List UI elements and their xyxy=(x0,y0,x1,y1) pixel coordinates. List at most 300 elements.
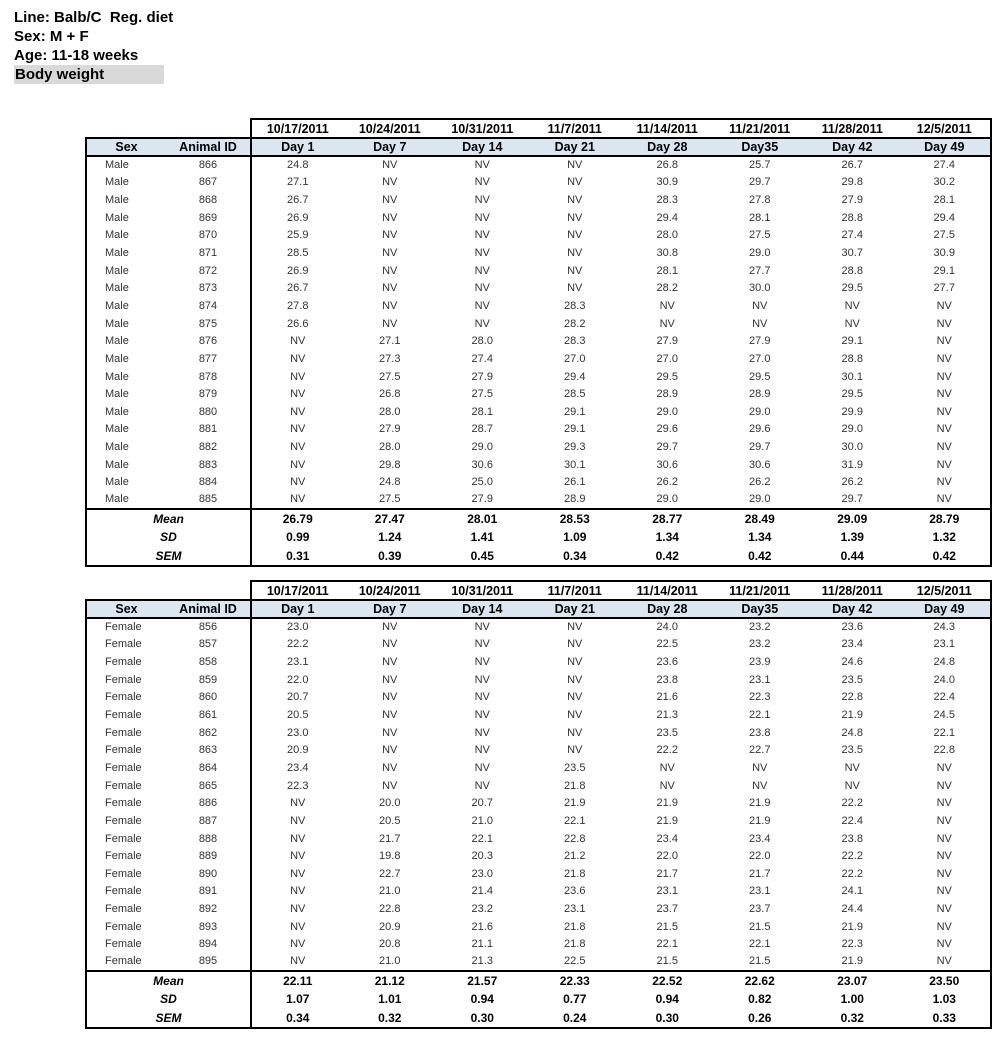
weight-value-cell: NV xyxy=(474,247,490,260)
weight-value-cell: 19.8 xyxy=(379,850,401,863)
weight-value-cell: 26.2 xyxy=(749,476,771,489)
weight-value-cell: 21.0 xyxy=(379,885,401,898)
stat-value-cell: 27.47 xyxy=(344,509,437,528)
weight-value-cell: NV xyxy=(382,656,398,669)
column-header: Day 7 xyxy=(344,600,437,618)
weight-value-cell: 23.8 xyxy=(749,726,771,739)
weight-value-cell: NV xyxy=(251,385,344,403)
stat-value-cell: 0.45 xyxy=(436,547,529,566)
weight-value-cell: NV xyxy=(474,282,490,295)
weight-value-cell: NV xyxy=(899,830,992,848)
animal-id-cell: 869 xyxy=(198,211,218,224)
sex-cell: Female xyxy=(86,953,166,971)
weight-value-cell: 23.6 xyxy=(841,621,863,634)
weight-value-cell: NV xyxy=(752,299,768,312)
weight-value-cell: NV xyxy=(567,211,583,224)
weight-value-cell: 21.3 xyxy=(471,955,493,968)
weight-value-cell: NV xyxy=(382,176,398,189)
stat-value-cell: 21.12 xyxy=(344,971,437,990)
weight-value-cell: NV xyxy=(382,194,398,207)
weight-value-cell: NV xyxy=(251,350,344,368)
stat-value-cell: 0.34 xyxy=(529,547,622,566)
weight-value-cell: 29.0 xyxy=(749,493,771,506)
weight-value-cell: 21.5 xyxy=(656,955,678,968)
stat-value-cell: 1.07 xyxy=(251,990,344,1009)
sex-cell: Male xyxy=(86,297,166,315)
weight-value-cell: 23.5 xyxy=(656,726,678,739)
weight-value-cell: 23.7 xyxy=(656,903,678,916)
animal-id-cell: 868 xyxy=(198,194,218,207)
line-info: Line: Balb/C Reg. diet xyxy=(14,9,174,26)
weight-value-cell: 28.0 xyxy=(656,229,678,242)
animal-id-cell: 888 xyxy=(198,832,218,845)
weight-value-cell: 22.5 xyxy=(656,638,678,651)
weight-value-cell: 26.7 xyxy=(251,191,344,209)
stat-value-cell: 0.39 xyxy=(344,547,437,566)
weight-value-cell: NV xyxy=(899,936,992,954)
weight-value-cell: NV xyxy=(251,491,344,509)
weight-value-cell: NV xyxy=(382,229,398,242)
weight-value-cell: 27.4 xyxy=(841,229,863,242)
weight-value-cell: NV xyxy=(382,621,398,634)
weight-value-cell: NV xyxy=(251,812,344,830)
weight-value-cell: NV xyxy=(899,794,992,812)
sex-cell: Female xyxy=(86,636,166,654)
weight-value-cell: NV xyxy=(567,744,583,757)
animal-id-cell: 894 xyxy=(198,938,218,951)
weight-value-cell: 28.5 xyxy=(564,388,586,401)
stat-value-cell: 22.62 xyxy=(714,971,807,990)
table-row xyxy=(86,350,991,368)
date-cell: 11/28/2011 xyxy=(806,119,899,138)
animal-id-cell: 890 xyxy=(198,867,218,880)
weight-value-cell: NV xyxy=(659,299,675,312)
weight-value-cell: 23.1 xyxy=(899,636,992,654)
weight-value-cell: 20.9 xyxy=(379,920,401,933)
stat-value-cell: 26.79 xyxy=(251,509,344,528)
animal-id-cell: 876 xyxy=(198,335,218,348)
weight-value-cell: NV xyxy=(659,317,675,330)
weight-value-cell: 23.1 xyxy=(251,653,344,671)
animal-id-cell: 886 xyxy=(198,797,218,810)
weight-value-cell: 22.3 xyxy=(251,777,344,795)
weight-value-cell: 26.9 xyxy=(251,262,344,280)
weight-value-cell: 28.0 xyxy=(379,441,401,454)
sex-cell: Female xyxy=(86,618,166,636)
stat-value-cell: 0.32 xyxy=(806,1009,899,1028)
weight-value-cell: 22.5 xyxy=(564,955,586,968)
animal-id-cell: 892 xyxy=(198,903,218,916)
weight-value-cell: 29.7 xyxy=(841,493,863,506)
weight-value-cell: 29.5 xyxy=(656,370,678,383)
stat-value-cell: 22.11 xyxy=(251,971,344,990)
table-row xyxy=(86,706,991,724)
date-cell: 10/31/2011 xyxy=(436,581,529,600)
weight-value-cell: NV xyxy=(567,726,583,739)
animal-id-cell: 880 xyxy=(198,405,218,418)
weight-value-cell: NV xyxy=(899,759,992,777)
table-row xyxy=(86,865,991,883)
date-cell: 11/14/2011 xyxy=(621,119,714,138)
weight-value-cell: 26.2 xyxy=(656,476,678,489)
weight-value-cell: 24.6 xyxy=(841,656,863,669)
weight-value-cell: NV xyxy=(844,761,860,774)
weight-value-cell: 28.1 xyxy=(471,405,493,418)
weight-value-cell: NV xyxy=(899,315,992,333)
sex-cell: Male xyxy=(86,156,166,174)
sex-cell: Male xyxy=(86,474,166,492)
animal-id-cell: 867 xyxy=(198,176,218,189)
stat-value-cell: 0.99 xyxy=(251,528,344,547)
weight-value-cell: NV xyxy=(567,264,583,277)
table-row xyxy=(86,438,991,456)
stat-label: SEM xyxy=(86,547,251,566)
weight-value-cell: NV xyxy=(567,247,583,260)
animal-id-cell: 877 xyxy=(198,352,218,365)
stat-value-cell: 0.42 xyxy=(899,547,992,566)
weight-value-cell: 27.9 xyxy=(379,423,401,436)
weight-value-cell: NV xyxy=(382,761,398,774)
column-header: Animal ID xyxy=(166,138,251,156)
weight-value-cell: 23.7 xyxy=(749,903,771,916)
weight-value-cell: 22.1 xyxy=(749,938,771,951)
date-cell: 10/24/2011 xyxy=(344,119,437,138)
weight-value-cell: 27.0 xyxy=(564,352,586,365)
weight-value-cell: 21.9 xyxy=(841,920,863,933)
stat-value-cell: 0.42 xyxy=(714,547,807,566)
weight-value-cell: NV xyxy=(899,918,992,936)
weight-value-cell: NV xyxy=(382,264,398,277)
stat-value-cell: 0.30 xyxy=(621,1009,714,1028)
animal-id-cell: 875 xyxy=(198,317,218,330)
sex-cell: Male xyxy=(86,262,166,280)
weight-value-cell: 24.0 xyxy=(899,671,992,689)
date-cell: 12/5/2011 xyxy=(899,119,992,138)
weight-value-cell: NV xyxy=(474,317,490,330)
weight-value-cell: 24.8 xyxy=(251,156,344,174)
weight-value-cell: 29.0 xyxy=(749,247,771,260)
animal-id-cell: 882 xyxy=(198,441,218,454)
report-header xyxy=(14,8,173,84)
weight-value-cell: 30.6 xyxy=(749,458,771,471)
weight-value-cell: NV xyxy=(899,297,992,315)
weight-value-cell: 27.8 xyxy=(749,194,771,207)
animal-id-cell: 866 xyxy=(198,159,218,172)
weight-value-cell: 23.4 xyxy=(656,832,678,845)
weight-value-cell: 27.5 xyxy=(379,370,401,383)
sex-cell: Female xyxy=(86,847,166,865)
sex-cell: Female xyxy=(86,883,166,901)
animal-id-cell: 873 xyxy=(198,282,218,295)
weight-value-cell: 27.5 xyxy=(749,229,771,242)
weight-value-cell: 23.6 xyxy=(564,885,586,898)
weight-value-cell: 27.1 xyxy=(379,335,401,348)
table-row xyxy=(86,671,991,689)
weight-value-cell: 24.1 xyxy=(841,885,863,898)
stat-value-cell: 1.03 xyxy=(899,990,992,1009)
sex-cell: Female xyxy=(86,777,166,795)
stat-row xyxy=(86,1009,991,1028)
weight-value-cell: 23.2 xyxy=(749,621,771,634)
weight-value-cell: 21.8 xyxy=(564,779,586,792)
weight-value-cell: 21.6 xyxy=(656,691,678,704)
weight-value-cell: 21.5 xyxy=(749,955,771,968)
weight-value-cell: 28.3 xyxy=(564,335,586,348)
sex-cell: Male xyxy=(86,403,166,421)
stat-row xyxy=(86,547,991,566)
animal-id-cell: 874 xyxy=(198,299,218,312)
weight-value-cell: 27.7 xyxy=(899,279,992,297)
animal-id-cell: 879 xyxy=(198,388,218,401)
weight-value-cell: NV xyxy=(474,638,490,651)
weight-value-cell: 27.5 xyxy=(471,388,493,401)
weight-value-cell: 29.0 xyxy=(471,441,493,454)
table-row xyxy=(86,156,991,174)
column-header: Day 1 xyxy=(251,138,344,156)
weight-value-cell: NV xyxy=(899,474,992,492)
weight-value-cell: 28.1 xyxy=(656,264,678,277)
weight-value-cell: NV xyxy=(251,368,344,386)
stat-value-cell: 28.01 xyxy=(436,509,529,528)
weight-value-cell: 23.1 xyxy=(564,903,586,916)
weight-value-cell: NV xyxy=(844,317,860,330)
weight-value-cell: 21.8 xyxy=(564,920,586,933)
weight-value-cell: 30.6 xyxy=(656,458,678,471)
weight-value-cell: 29.7 xyxy=(749,441,771,454)
sex-cell: Female xyxy=(86,865,166,883)
weight-value-cell: 23.1 xyxy=(656,885,678,898)
weight-value-cell: 23.0 xyxy=(251,618,344,636)
weight-value-cell: 22.0 xyxy=(251,671,344,689)
table-row xyxy=(86,830,991,848)
date-cell: 10/17/2011 xyxy=(251,119,344,138)
weight-value-cell: 22.0 xyxy=(749,850,771,863)
weight-value-cell: NV xyxy=(474,656,490,669)
weight-value-cell: 23.8 xyxy=(656,673,678,686)
table-row xyxy=(86,279,991,297)
stat-value-cell: 1.00 xyxy=(840,992,864,1007)
column-header: Day 49 xyxy=(899,138,992,156)
stat-value-cell: 0.33 xyxy=(899,1009,992,1028)
weight-value-cell: 26.9 xyxy=(251,209,344,227)
weight-value-cell: NV xyxy=(474,779,490,792)
weight-value-cell: 20.5 xyxy=(251,706,344,724)
weight-value-cell: NV xyxy=(382,211,398,224)
weight-value-cell: NV xyxy=(899,847,992,865)
weight-value-cell: 21.5 xyxy=(656,920,678,933)
weight-value-cell: 29.3 xyxy=(564,441,586,454)
table-row xyxy=(86,883,991,901)
weight-value-cell: NV xyxy=(474,621,490,634)
weight-value-cell: 23.4 xyxy=(749,832,771,845)
weight-value-cell: 22.4 xyxy=(841,814,863,827)
weight-value-cell: NV xyxy=(382,691,398,704)
weight-value-cell: NV xyxy=(567,176,583,189)
weight-value-cell: NV xyxy=(474,176,490,189)
stat-value-cell: 23.50 xyxy=(899,971,992,990)
sex-cell: Female xyxy=(86,724,166,742)
sex-cell: Female xyxy=(86,812,166,830)
weight-value-cell: 23.4 xyxy=(841,638,863,651)
column-header: Sex xyxy=(86,138,166,156)
stat-value-cell: 29.09 xyxy=(806,509,899,528)
weight-value-cell: 29.8 xyxy=(841,176,863,189)
sex-cell: Female xyxy=(86,689,166,707)
weight-value-cell: 23.5 xyxy=(564,761,586,774)
weight-value-cell: 21.0 xyxy=(471,814,493,827)
table-row xyxy=(86,315,991,333)
table-row xyxy=(86,794,991,812)
sex-cell: Female xyxy=(86,706,166,724)
weight-value-cell: 20.3 xyxy=(471,850,493,863)
animal-id-cell: 872 xyxy=(198,264,218,277)
table-row xyxy=(86,297,991,315)
table-row xyxy=(86,421,991,439)
weight-value-cell: 29.5 xyxy=(841,282,863,295)
weight-value-cell: 28.5 xyxy=(251,244,344,262)
sex-cell: Male xyxy=(86,491,166,509)
weight-value-cell: 28.9 xyxy=(656,388,678,401)
weight-value-cell: NV xyxy=(251,900,344,918)
stat-value-cell: 1.24 xyxy=(378,530,402,545)
weight-value-cell: 25.9 xyxy=(251,227,344,245)
weight-value-cell: NV xyxy=(474,211,490,224)
animal-id-cell: 862 xyxy=(198,726,218,739)
weight-value-cell: NV xyxy=(251,421,344,439)
sex-cell: Male xyxy=(86,350,166,368)
weight-value-cell: 30.0 xyxy=(841,441,863,454)
weight-value-cell: NV xyxy=(251,847,344,865)
animal-id-cell: 856 xyxy=(198,621,218,634)
weight-value-cell: 28.0 xyxy=(379,405,401,418)
weight-value-cell: NV xyxy=(899,777,992,795)
weight-value-cell: 21.6 xyxy=(471,920,493,933)
stat-value-cell: 23.07 xyxy=(806,971,899,990)
stat-value-cell: 0.94 xyxy=(655,992,679,1007)
weight-value-cell: 21.9 xyxy=(656,814,678,827)
animal-id-cell: 889 xyxy=(198,850,218,863)
stat-label: Mean xyxy=(86,509,251,528)
stat-row xyxy=(86,528,991,547)
weight-value-cell: NV xyxy=(251,332,344,350)
stat-value-cell: 28.77 xyxy=(621,509,714,528)
weight-value-cell: 27.9 xyxy=(471,370,493,383)
weight-value-cell: 30.7 xyxy=(841,247,863,260)
weight-value-cell: 22.2 xyxy=(251,636,344,654)
stat-value-cell: 0.44 xyxy=(806,547,899,566)
weight-value-cell: 24.3 xyxy=(899,618,992,636)
weight-value-cell: 23.2 xyxy=(749,638,771,651)
weight-value-cell: 22.2 xyxy=(656,744,678,757)
weight-value-cell: NV xyxy=(659,761,675,774)
animal-id-cell: 861 xyxy=(198,709,218,722)
weight-value-cell: NV xyxy=(474,726,490,739)
weight-value-cell: 29.1 xyxy=(841,335,863,348)
sex-cell: Female xyxy=(86,918,166,936)
sex-cell: Male xyxy=(86,191,166,209)
weight-value-cell: NV xyxy=(899,403,992,421)
weight-value-cell: NV xyxy=(899,883,992,901)
weight-value-cell: 23.9 xyxy=(749,656,771,669)
column-header: Animal ID xyxy=(166,600,251,618)
weight-value-cell: 20.5 xyxy=(379,814,401,827)
weight-value-cell: 26.7 xyxy=(251,279,344,297)
sex-cell: Male xyxy=(86,227,166,245)
weight-value-cell: NV xyxy=(752,317,768,330)
weight-value-cell: 30.9 xyxy=(656,176,678,189)
stat-value-cell: 1.01 xyxy=(378,992,402,1007)
table-row xyxy=(86,777,991,795)
weight-value-cell: 30.0 xyxy=(749,282,771,295)
weight-value-cell: NV xyxy=(251,883,344,901)
table-row xyxy=(86,262,991,280)
weight-value-cell: 22.1 xyxy=(656,938,678,951)
sex-cell: Female xyxy=(86,671,166,689)
weight-value-cell: 23.4 xyxy=(251,759,344,777)
weight-value-cell: NV xyxy=(474,229,490,242)
weight-value-cell: 25.7 xyxy=(749,159,771,172)
weight-value-cell: 22.1 xyxy=(749,709,771,722)
stat-value-cell: 0.77 xyxy=(563,992,587,1007)
weight-value-cell: 28.1 xyxy=(749,211,771,224)
animal-id-cell: 871 xyxy=(198,247,218,260)
weight-value-cell: 26.7 xyxy=(841,159,863,172)
weight-value-cell: 29.0 xyxy=(749,405,771,418)
animal-id-cell: 859 xyxy=(198,673,218,686)
table-row xyxy=(86,491,991,509)
weight-value-cell: NV xyxy=(899,350,992,368)
weight-value-cell: 22.0 xyxy=(656,850,678,863)
weight-value-cell: NV xyxy=(251,830,344,848)
sex-cell: Female xyxy=(86,741,166,759)
weight-value-cell: NV xyxy=(899,865,992,883)
weight-value-cell: 27.5 xyxy=(899,227,992,245)
weight-value-cell: NV xyxy=(899,421,992,439)
weight-value-cell: 29.1 xyxy=(564,405,586,418)
weight-value-cell: NV xyxy=(567,656,583,669)
weight-value-cell: 21.9 xyxy=(749,797,771,810)
stat-value-cell: 22.52 xyxy=(621,971,714,990)
weight-value-cell: NV xyxy=(567,621,583,634)
sex-cell: Male xyxy=(86,456,166,474)
date-cell: 11/14/2011 xyxy=(621,581,714,600)
sex-cell: Male xyxy=(86,385,166,403)
weight-value-cell: 20.8 xyxy=(379,938,401,951)
stat-value-cell: 1.34 xyxy=(655,530,679,545)
stat-value-cell: 0.82 xyxy=(748,992,772,1007)
weight-value-cell: 30.6 xyxy=(471,458,493,471)
sex-cell: Male xyxy=(86,209,166,227)
sex-cell: Female xyxy=(86,900,166,918)
column-header: Day35 xyxy=(714,138,807,156)
stat-value-cell: 0.42 xyxy=(621,547,714,566)
weight-value-cell: 26.8 xyxy=(656,159,678,172)
weight-value-cell: NV xyxy=(567,282,583,295)
weight-value-cell: 30.2 xyxy=(899,174,992,192)
table-row xyxy=(86,900,991,918)
date-cell: 11/28/2011 xyxy=(806,581,899,600)
weight-value-cell: 26.1 xyxy=(564,476,586,489)
animal-id-cell: 885 xyxy=(198,493,218,506)
weight-value-cell: 22.8 xyxy=(379,903,401,916)
weight-value-cell: 29.5 xyxy=(749,370,771,383)
weight-value-cell: NV xyxy=(567,709,583,722)
stat-label: SEM xyxy=(86,1009,251,1028)
sex-cell: Male xyxy=(86,332,166,350)
weight-value-cell: 22.1 xyxy=(471,832,493,845)
weight-value-cell: NV xyxy=(474,691,490,704)
column-header: Day 28 xyxy=(621,600,714,618)
